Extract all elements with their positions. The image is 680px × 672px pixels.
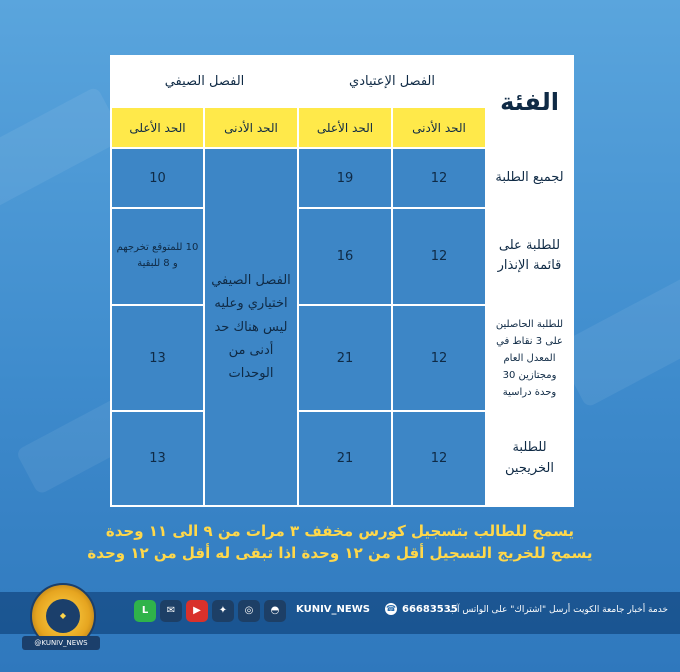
regular-max-value: 21 — [298, 305, 392, 412]
notes — [60, 520, 620, 564]
phone-icon: ☎ — [386, 604, 396, 613]
row-category: لجميع الطلبة — [486, 148, 573, 208]
regular-max-value: 21 — [298, 411, 392, 506]
row-category: للطلبة الحاصلين على 3 نقاط في المعدل العام ومجتازين 30 وحدة دراسية — [486, 305, 573, 412]
logo-emblem-icon: ◆ — [46, 599, 80, 633]
regular-max-value: 16 — [298, 208, 392, 305]
line-icon[interactable]: L — [134, 600, 156, 622]
footer-bar — [0, 592, 680, 634]
background-shape — [0, 86, 125, 214]
instagram-icon[interactable]: ◎ — [238, 600, 260, 622]
summer-min-header: الحد الأدنى — [204, 107, 298, 148]
logo-handle: @KUNIV_NEWS — [22, 636, 100, 650]
regular-min-value: 12 — [392, 411, 486, 506]
handle-text: KUNIV_NEWS — [296, 604, 370, 615]
course-load-table — [110, 55, 572, 507]
summer-semester-header: الفصل الصيفي — [111, 56, 298, 107]
note-line-2: يسمح للخريج التسجيل أقل من ١٢ وحدة اذا تبقى له أقل من ١٢ وحدة — [87, 544, 593, 562]
youtube-icon[interactable]: ▶ — [186, 600, 208, 622]
social-icons — [134, 600, 286, 622]
category-header: الفئة — [486, 56, 573, 148]
email-icon[interactable]: ✉ — [160, 600, 182, 622]
snapchat-icon[interactable]: ◓ — [264, 600, 286, 622]
twitter-icon[interactable]: ✦ — [212, 600, 234, 622]
summer-max-value: 13 — [111, 411, 204, 506]
regular-max-header: الحد الأعلى — [298, 107, 392, 148]
regular-min-header: الحد الأدنى — [392, 107, 486, 148]
regular-min-value: 12 — [392, 208, 486, 305]
summer-max-header: الحد الأعلى — [111, 107, 204, 148]
regular-semester-header: الفصل الإعتيادي — [298, 56, 486, 107]
table-row — [111, 411, 573, 506]
summer-max-value: 10 — [111, 148, 204, 208]
table-row — [111, 208, 573, 305]
row-category: للطلبة الخريجين — [486, 411, 573, 506]
regular-min-value: 12 — [392, 148, 486, 208]
table-row — [111, 305, 573, 412]
table-row — [111, 148, 573, 208]
service-text: خدمة أخبار جامعة الكويت أرسل "اشتراك" على الواتس آب — [448, 605, 668, 615]
row-category: للطلبة على قائمة الإنذار — [486, 208, 573, 305]
regular-min-value: 12 — [392, 305, 486, 412]
summer-max-value: 10 للمتوقع تخرجهم و 8 للبقية — [111, 208, 204, 305]
regular-max-value: 19 — [298, 148, 392, 208]
note-line-1: يسمح للطالب بتسجيل كورس مخفف ٣ مرات من ٩ الى ١١ وحدة — [105, 522, 575, 540]
summer-max-value: 13 — [111, 305, 204, 412]
phone-number: 66683535 — [402, 604, 458, 615]
summer-min-note: الفصل الصيفي اختياري وعليه ليس هناك حد أدنى من الوحدات — [204, 148, 298, 506]
